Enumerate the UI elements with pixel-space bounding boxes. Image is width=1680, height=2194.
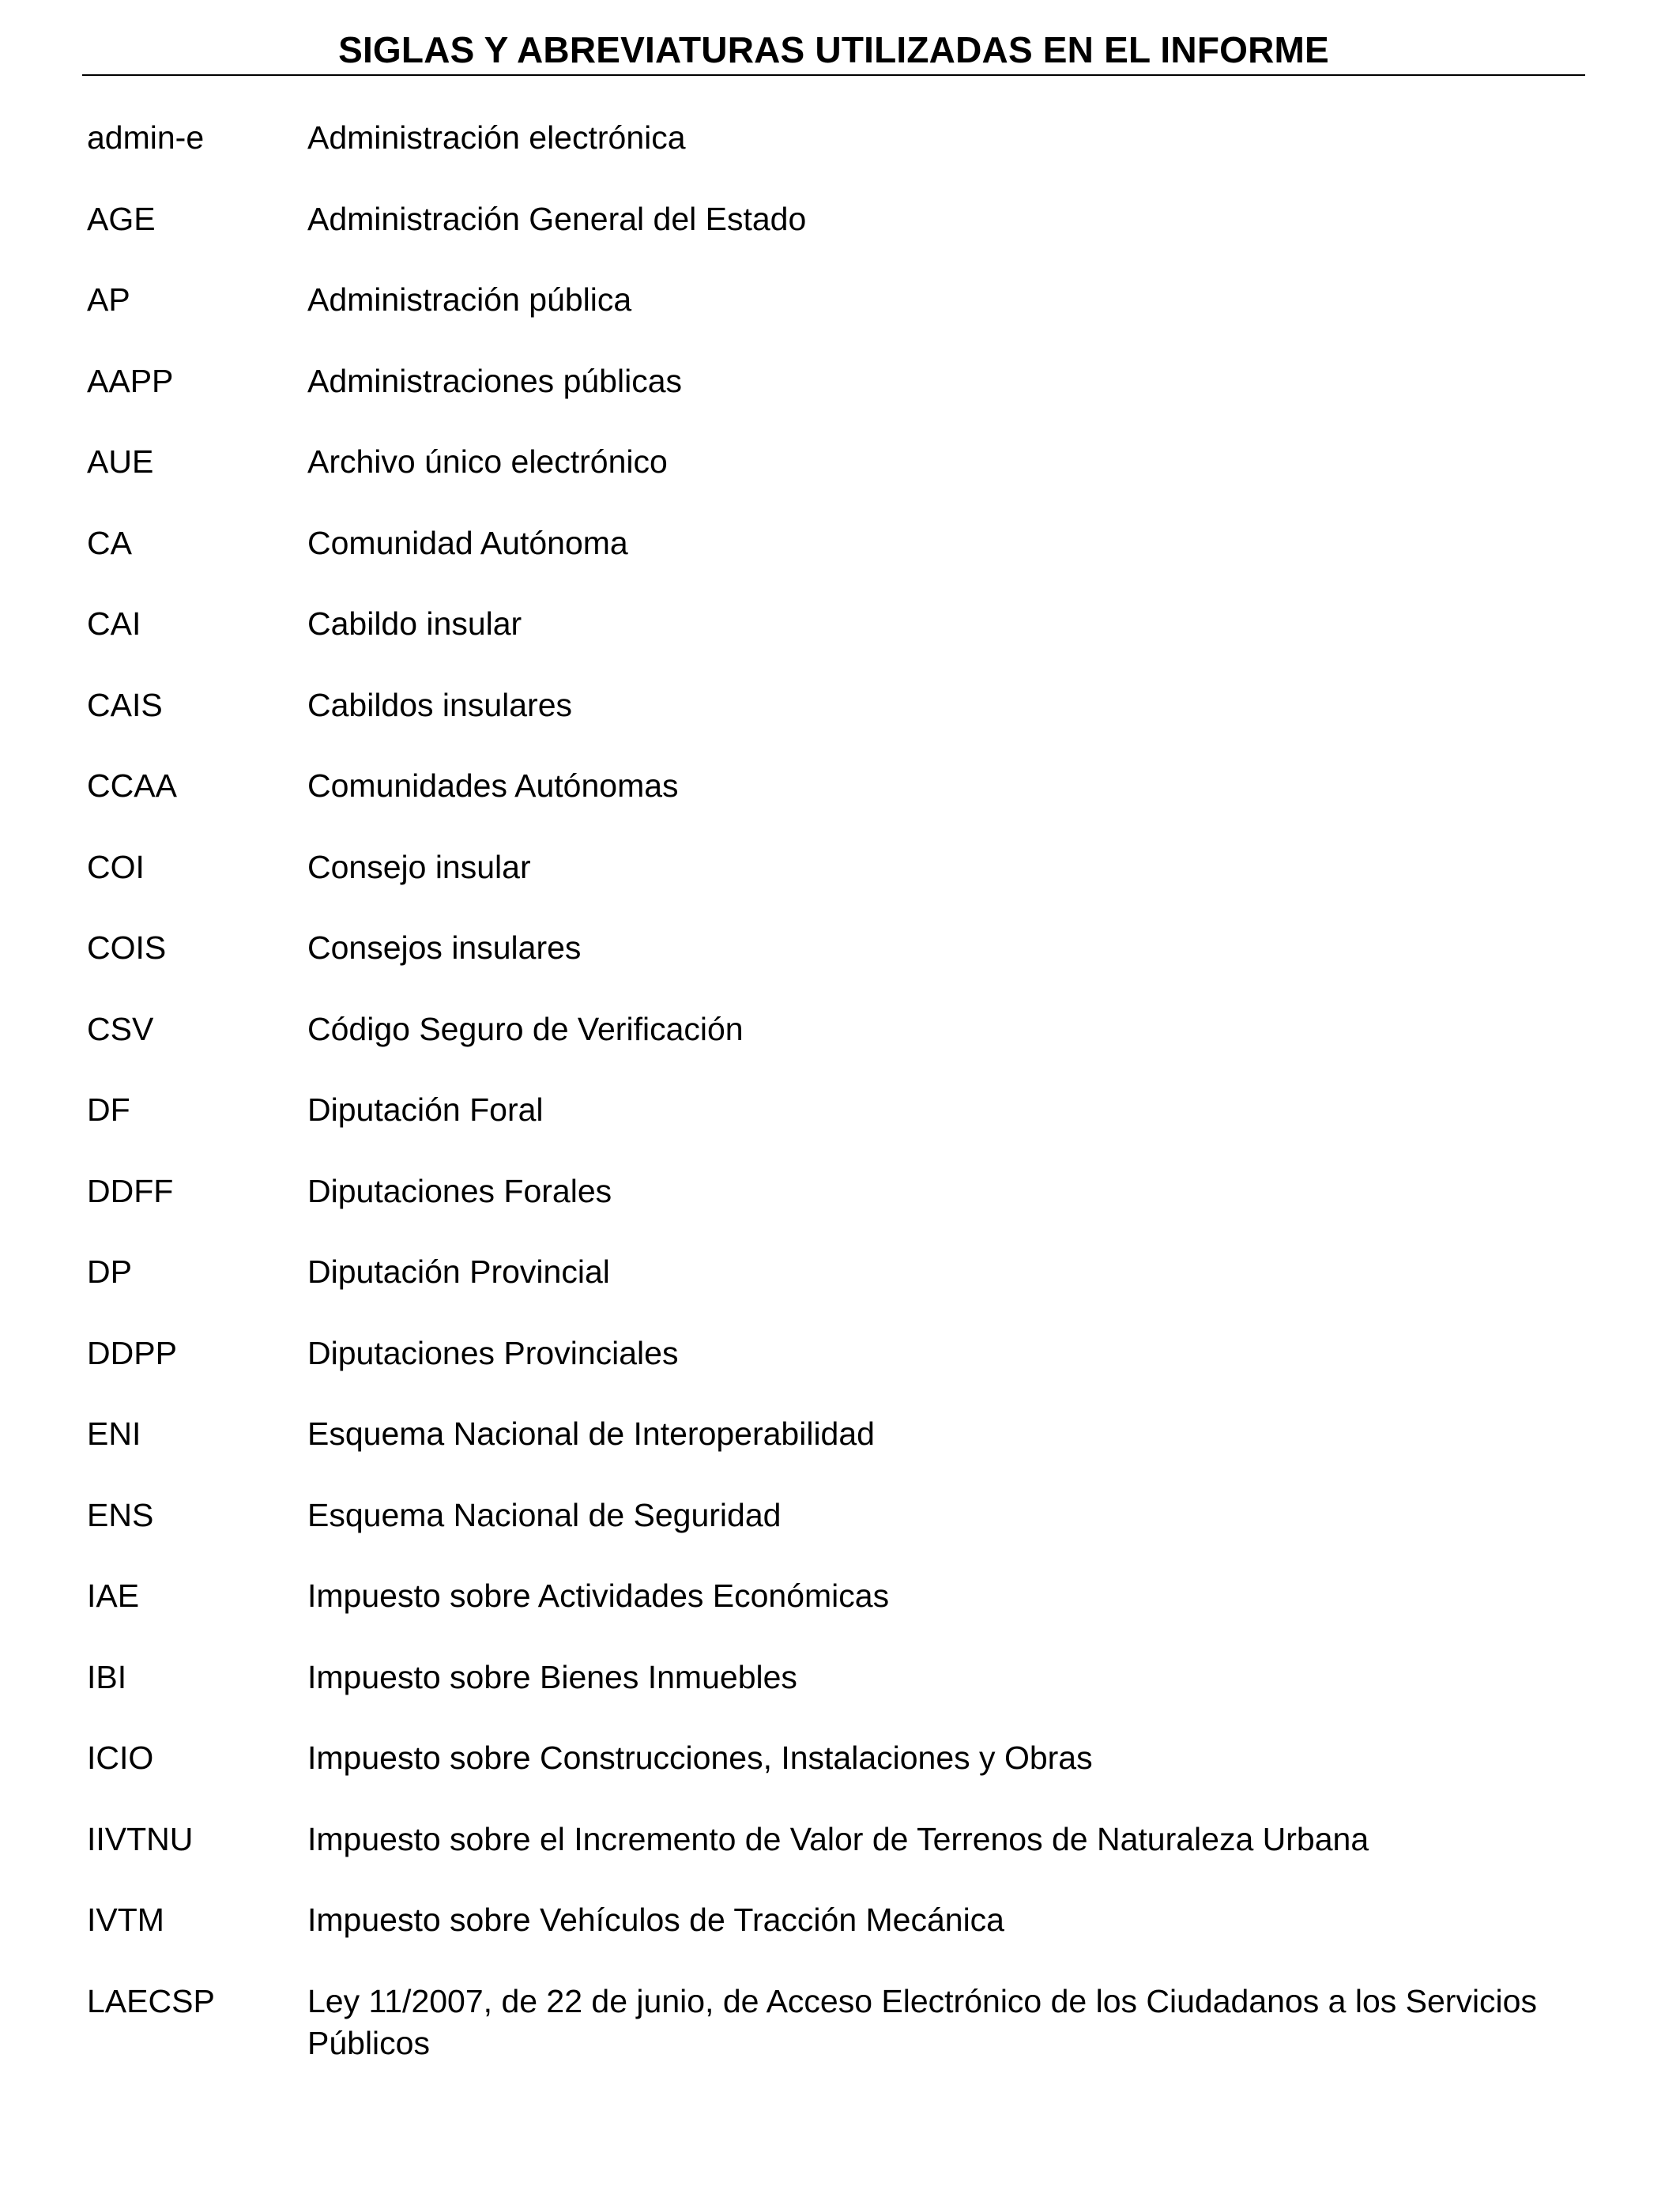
- abbreviation-row: [0, 192, 1680, 273]
- abbreviation: ENI: [87, 1416, 141, 1452]
- definition: Cabildo insular: [307, 605, 522, 642]
- abbreviation: CSV: [87, 1010, 154, 1047]
- definition: Administración pública: [307, 281, 632, 318]
- page-title: SIGLAS Y ABREVIATURAS UTILIZADAS EN EL INFORME: [338, 29, 1329, 70]
- abbreviation-row: [0, 1488, 1680, 1570]
- abbreviation: DF: [87, 1091, 130, 1128]
- definition: Impuesto sobre Construcciones, Instalaciones y Obras: [307, 1740, 1093, 1776]
- abbreviation-row: [0, 597, 1680, 678]
- abbreviation-row: [0, 1893, 1680, 1974]
- abbreviation: IBI: [87, 1658, 127, 1695]
- abbreviation: IVTM: [87, 1902, 164, 1938]
- abbreviation: AGE: [87, 200, 156, 237]
- abbreviation: CAIS: [87, 686, 163, 723]
- abbreviation-row: [0, 111, 1680, 192]
- abbreviation: LAECSP: [87, 1982, 215, 2019]
- abbreviation: admin-e: [87, 119, 205, 156]
- definition: Esquema Nacional de Interoperabilidad: [307, 1416, 875, 1452]
- abbreviation-row: [0, 1245, 1680, 1326]
- abbreviation-row: [0, 1002, 1680, 1084]
- definition: Comunidad Autónoma: [307, 524, 628, 561]
- abbreviation: CAI: [87, 605, 141, 642]
- abbreviation-row: [0, 1569, 1680, 1650]
- definition: Diputación Provincial: [307, 1253, 610, 1290]
- abbreviation-row: [0, 678, 1680, 760]
- definition: Diputaciones Forales: [307, 1172, 612, 1209]
- title-underline: [82, 74, 1585, 76]
- definition: Consejo insular: [307, 848, 531, 885]
- abbreviation-row: [0, 1326, 1680, 1408]
- abbreviation-row: [0, 1974, 1680, 2061]
- definition: Ley 11/2007, de 22 de junio, de Acceso Electrónico de los Ciudadanos a los Servicios Públicos: [307, 1982, 1537, 2061]
- abbreviation: IAE: [87, 1578, 140, 1614]
- abbreviation: ENS: [87, 1496, 154, 1533]
- definition: Impuesto sobre Vehículos de Tracción Mecánica: [307, 1902, 1004, 1938]
- abbreviation-row: [0, 759, 1680, 840]
- abbreviation: IIVTNU: [87, 1820, 194, 1857]
- definition: Esquema Nacional de Seguridad: [307, 1496, 782, 1533]
- abbreviation: CA: [87, 524, 132, 561]
- abbreviation-row: [0, 516, 1680, 598]
- abbreviation: DDPP: [87, 1334, 177, 1371]
- abbreviation-row: [0, 840, 1680, 922]
- definition: Cabildos insulares: [307, 686, 573, 723]
- abbreviation-row: [0, 1164, 1680, 1246]
- abbreviation-row: [0, 1407, 1680, 1488]
- abbreviation-row: [0, 921, 1680, 1002]
- definition: Consejos insulares: [307, 929, 582, 966]
- abbreviation: DDFF: [87, 1172, 174, 1209]
- definition: Impuesto sobre Bienes Inmuebles: [307, 1658, 797, 1695]
- definition: Diputación Foral: [307, 1091, 544, 1128]
- abbreviation: DP: [87, 1253, 132, 1290]
- definition: Impuesto sobre Actividades Económicas: [307, 1578, 890, 1614]
- abbreviation-row: [0, 1731, 1680, 1812]
- abbreviation: ICIO: [87, 1740, 154, 1776]
- definition: Comunidades Autónomas: [307, 767, 679, 804]
- definition: Administración General del Estado: [307, 200, 807, 237]
- definition: Diputaciones Provinciales: [307, 1334, 679, 1371]
- definition: Código Seguro de Verificación: [307, 1010, 744, 1047]
- abbreviation-row: [0, 435, 1680, 516]
- abbreviation-row: [0, 1812, 1680, 1894]
- definition: Administraciones públicas: [307, 362, 683, 399]
- abbreviation-row: [0, 354, 1680, 435]
- abbreviation-row: [0, 1083, 1680, 1164]
- abbreviation: COIS: [87, 929, 167, 966]
- abbreviation: CCAA: [87, 767, 177, 804]
- abbreviation: AUE: [87, 443, 154, 480]
- abbreviation-list: [0, 111, 1680, 2061]
- abbreviation: COI: [87, 848, 145, 885]
- definition: Administración electrónica: [307, 119, 686, 156]
- definition: Archivo único electrónico: [307, 443, 668, 480]
- abbreviation: AAPP: [87, 362, 174, 399]
- abbreviation: AP: [87, 281, 130, 318]
- definition: Impuesto sobre el Incremento de Valor de Terrenos de Naturaleza Urbana: [307, 1820, 1369, 1857]
- abbreviation-row: [0, 273, 1680, 354]
- abbreviation-row: [0, 1650, 1680, 1732]
